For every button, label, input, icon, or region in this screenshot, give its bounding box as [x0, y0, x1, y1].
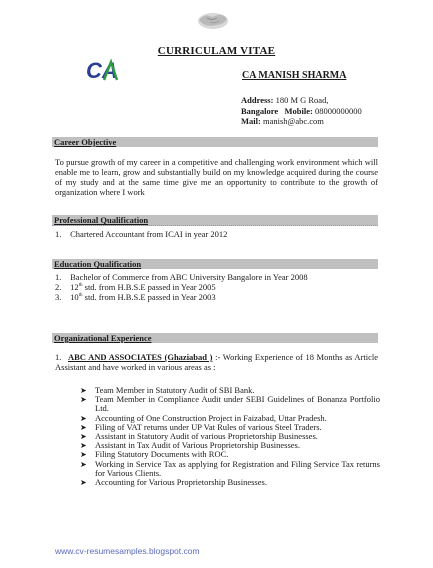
city-mobile-line	[241, 106, 362, 117]
ca-logo-text: CA	[86, 58, 118, 83]
company-name: ABC AND ASSOCIATES (Ghaziabad )	[68, 352, 213, 362]
list-item	[55, 272, 308, 282]
list-item-number: 2.	[55, 282, 62, 292]
arrow-bullet-icon: ➤	[80, 459, 87, 469]
list-item-grade: 10	[70, 292, 79, 302]
list-item	[55, 292, 308, 302]
arrow-bullet-icon: ➤	[80, 395, 87, 405]
section-heading-text: Organizational Experience	[54, 333, 152, 343]
list-item-grade: 12	[70, 282, 79, 292]
list-item-text: std. from H.B.S.E passed in Year 2005	[82, 282, 216, 292]
contact-block	[241, 95, 362, 127]
organization-intro-text: :- Working Experience of 18 Months as Article Assistant and have worked in various areas as :	[55, 352, 378, 372]
list-item	[55, 282, 308, 292]
mail-line	[241, 116, 362, 127]
bullet-text: Team Member in Compliance Audit under SEBI Guidelines of Bonanza Portfolio Ltd.	[95, 394, 380, 414]
list-item-number: 3.	[55, 292, 62, 302]
list-item	[80, 395, 380, 413]
list-item-text: Chartered Accountant from ICAI in year 2012	[70, 229, 228, 239]
section-heading-professional-qualification	[52, 215, 378, 226]
bullet-text: Accounting for Various Proprietorship Businesses.	[95, 477, 267, 488]
arrow-bullet-icon: ➤	[80, 441, 87, 451]
footer-website-link[interactable]: www.cv-resumesamples.blogspot.com	[55, 546, 200, 556]
arrow-bullet-icon: ➤	[80, 413, 87, 423]
mobile-value: 08000000000	[314, 105, 362, 116]
arrow-bullet-icon: ➤	[80, 422, 87, 432]
education-list	[55, 272, 308, 302]
list-item	[80, 460, 380, 478]
resume-title: CURRICULAM VITAE	[157, 45, 276, 57]
section-heading-text: Professional Qualification	[54, 215, 149, 225]
mobile-label: Mobile:	[284, 105, 313, 116]
arrow-bullet-icon: ➤	[80, 450, 87, 460]
list-item-text: Bachelor of Commerce from ABC University Bangalore in Year 2008	[70, 272, 308, 282]
city: Bangalore	[241, 105, 279, 116]
arrow-bullet-icon: ➤	[80, 478, 87, 488]
list-item-text: std. from H.B.S.E passed in Year 2003	[82, 292, 216, 302]
ordinal-suffix: th	[78, 293, 83, 299]
address-label: Address:	[241, 95, 274, 105]
bullet-text: Accounting of One Construction Project in Faizabad, Uttar Pradesh.	[95, 412, 327, 423]
mail-label: Mail:	[241, 116, 261, 126]
bullet-text: Filing Statutory Documents with ROC.	[95, 449, 229, 460]
section-heading-organizational-experience	[52, 333, 378, 343]
bullet-text: Assistant in Tax Audit of Various Proprietorship Businesses.	[95, 440, 300, 451]
ordinal-suffix: th	[78, 283, 83, 289]
organization-intro	[55, 352, 378, 372]
section-heading-text: Career Objective	[54, 137, 117, 147]
bullet-text: Working in Service Tax as applying for Registration and Filing Service Tax returns for Various Clients.	[95, 458, 380, 478]
ca-logo	[84, 56, 124, 86]
list-item-number: 1.	[55, 352, 62, 362]
bullet-text: Team Member in Statutory Audit of SBI Bank.	[95, 385, 255, 395]
section-heading-career-objective	[52, 137, 378, 147]
professional-list	[55, 229, 227, 239]
section-heading-text: Education Qualification	[54, 259, 142, 269]
career-objective-text: To pursue growth of my career in a competitive and challenging work environment which will enable me to learn, grow and substantially build on my knowledge acquired during the course of my study and at the same time give me an opportunity to contribute to the growth of organization where I work	[55, 157, 378, 197]
section-heading-education-qualification	[52, 259, 378, 269]
address-value: 180 M G Road,	[275, 95, 329, 105]
arrow-bullet-icon: ➤	[80, 386, 87, 395]
address-line	[241, 95, 362, 106]
experience-bullets	[80, 386, 380, 487]
bullet-text: Filing of VAT returns under UP Vat Rules of various Steel Traders.	[95, 421, 322, 432]
list-item-number: 1.	[55, 272, 62, 282]
list-item-number: 1.	[55, 229, 62, 239]
handshake-icon	[196, 6, 230, 34]
list-item	[55, 229, 227, 239]
bullet-text: Assistant in Statutory Audit of various Proprietorship Businesses.	[95, 431, 318, 442]
candidate-name: CA MANISH SHARMA	[242, 70, 347, 81]
mail-value: manish@abc.com	[262, 116, 324, 126]
arrow-bullet-icon: ➤	[80, 432, 87, 442]
list-item	[80, 478, 380, 487]
